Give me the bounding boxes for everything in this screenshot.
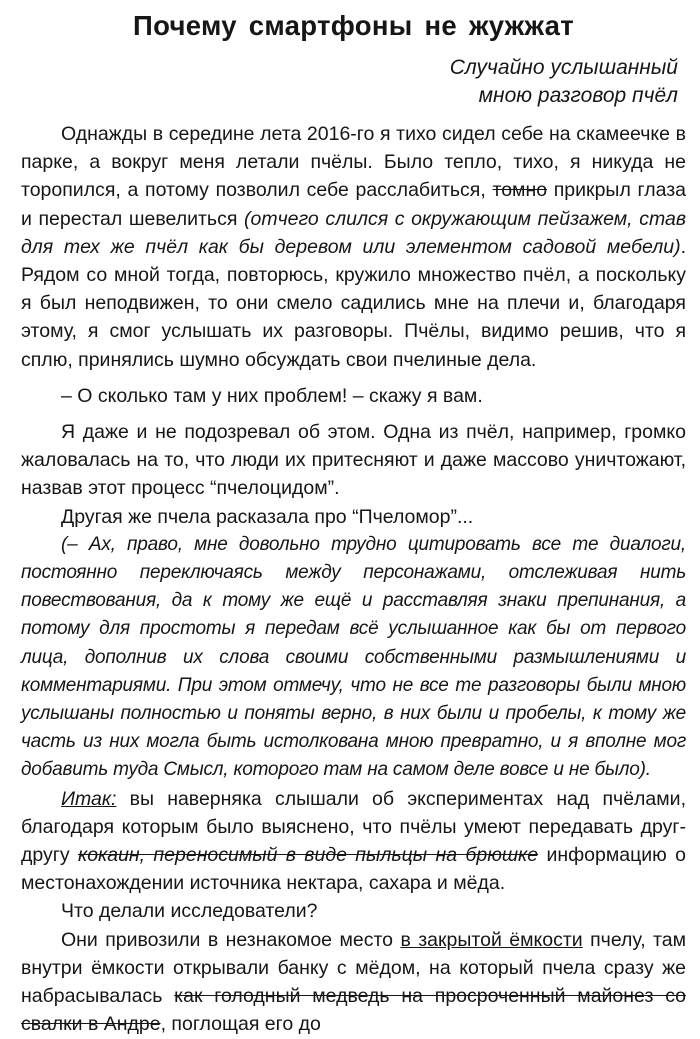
article-body bbox=[21, 120, 686, 1039]
paragraph-8 bbox=[21, 926, 686, 1039]
paragraph-8-text-a: Они привозили в незнакомое место bbox=[61, 928, 394, 951]
paragraph-1-text-c: . Рядом со мной тогда, повторюсь, кружило множество пчёл, а поскольку я был неподвижен, то они смело садились мне на плечи и, благодаря этому, я смог услышать их разговоры. Пчёлы, видимо решив, что я сплю, принялись шумно обсуждать свои пчелиные дела. bbox=[21, 235, 686, 371]
epigraph-line-1: Случайно услышанный bbox=[449, 56, 678, 79]
paragraph-6-lead: Итак: bbox=[61, 787, 117, 810]
paragraph-1-text-a: Однажды в середине лета 2016-го я тихо сидел себе на скамеечке в парке, а вокруг меня летали пчёлы. Было тепло, тихо, я никуда не торопился, а потому позволил себе расслабиться, bbox=[21, 123, 686, 202]
paragraph-1-italic-aside: (отчего слился с окружающим пейзажем, став для тех же пчёл как бы деревом или элементом садовой мебели) bbox=[21, 207, 686, 258]
paragraph-5-author-remark: (– Ах, право, мне довольно трудно цитировать все те диалоги, постоянно переключаясь между персонажами, отслеживая нить повествования, да к тому же ещё и расставляя знаки препинания, а потому для простоты я передам всё услышанное как бы от первого лица, дополнив их слова своими собственными размышлениями и комментариями. При этом отмечу, что не все те разговоры были мною услышаны полностью и поняты верно, в них были и пробелы, к тому же часть из них могла быть истолкована мною превратно, и я вполне мог добавить туда Смысл, которого там на самом деле вовсе и не было). bbox=[21, 533, 686, 781]
paragraph-2: – О сколько там у них проблем! – скажу я вам. bbox=[61, 384, 483, 407]
paragraph-1 bbox=[21, 120, 686, 374]
paragraph-8-underline: в закрытой ёмкости bbox=[400, 928, 583, 951]
paragraph-4: Другая же пчела расказала про “Пчеломор”... bbox=[61, 505, 474, 528]
epigraph-line-2: мною разговор пчёл bbox=[478, 84, 678, 107]
paragraph-8-strikethrough: как голодный медведь на просроченный майонез со свалки в Андре bbox=[21, 985, 687, 1036]
epigraph bbox=[21, 54, 686, 110]
paragraph-1-strikethrough: томно bbox=[492, 179, 548, 202]
paragraph-1-text-b: прикрыл глаза и перестал шевелиться bbox=[21, 179, 686, 230]
paragraph-8-text-b: пчелу, там внутри ёмкости открывали банку с мёдом, на который пчела сразу же набрасывалась bbox=[21, 928, 686, 1008]
paragraph-6-text-a: вы наверняка слышали об экспериментах над пчёлами, благодаря которым было выяснено, что пчёлы умеют передавать друг-другу bbox=[21, 787, 686, 867]
paragraph-7: Что делали исследователи? bbox=[61, 900, 318, 923]
page-title: Почему смартфоны не жужжат bbox=[133, 10, 574, 41]
paragraph-6-strikethrough: кокаин, переносимый в виде пыльцы на брюшке bbox=[77, 844, 539, 867]
paragraph-6-text-b: информацию о местонахождении источника нектара, сахара и мёда. bbox=[21, 844, 686, 895]
paragraph-6 bbox=[21, 785, 686, 898]
paragraph-8-text-c: , поглощая его до bbox=[160, 1013, 321, 1036]
paragraph-3: Я даже и не подозревал об этом. Одна из пчёл, например, громко жаловалась на то, что люди их притесняют и даже массово уничтожают, назвав этот процесс “пчелоцидом”. bbox=[21, 421, 686, 500]
